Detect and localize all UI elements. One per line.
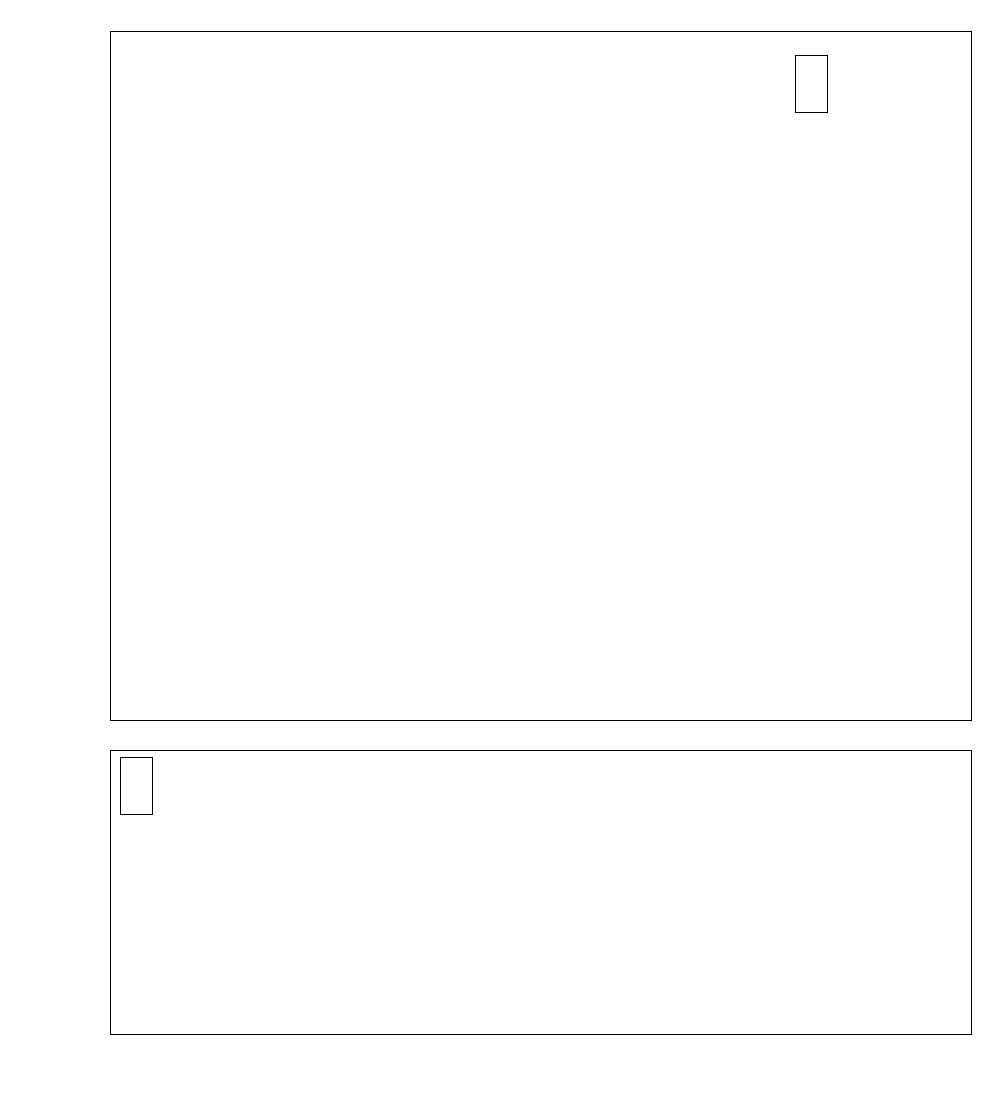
legend-bottom: [120, 757, 153, 815]
legend-swatch-utilized-ruptures: [128, 790, 136, 805]
chart-incremental-rate: [110, 31, 972, 721]
legend-top: [795, 55, 828, 113]
bars-top: [111, 32, 971, 720]
legend-item-available-ruptures: [128, 763, 144, 786]
legend-swatch-nucleation: [803, 88, 811, 103]
chart-rupture-count: [110, 750, 972, 1035]
legend-swatch-participation: [803, 65, 811, 80]
legend-item-participation: [803, 61, 819, 84]
bars-bottom: [111, 751, 971, 1034]
legend-item-nucleation: [803, 84, 819, 107]
legend-swatch-available-ruptures: [128, 767, 136, 782]
legend-item-utilized-ruptures: [128, 786, 144, 809]
